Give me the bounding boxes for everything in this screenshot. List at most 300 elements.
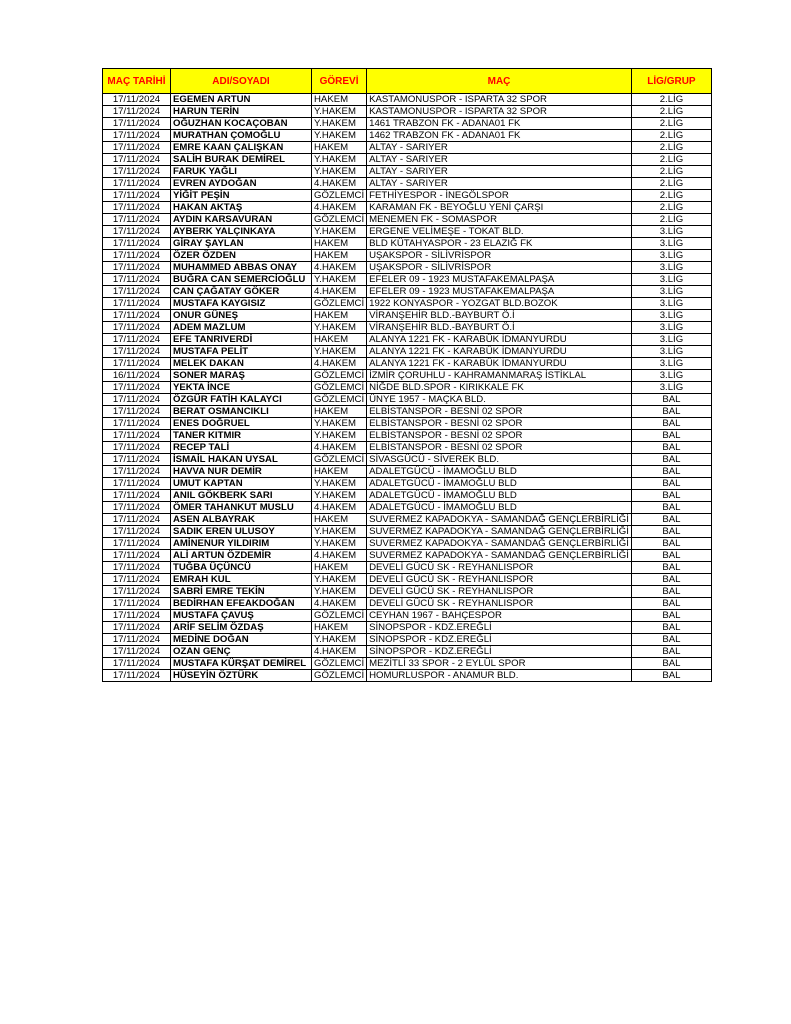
table-row — [103, 310, 712, 322]
role-cell: 4.HAKEM — [312, 502, 367, 514]
date-cell: 17/11/2024 — [103, 538, 171, 550]
league-cell: 3.LİG — [631, 358, 711, 370]
role-cell: 4.HAKEM — [312, 550, 367, 562]
name-cell: SADIK EREN ULUSOY — [171, 526, 312, 538]
league-cell: BAL — [631, 550, 711, 562]
name-cell: UMUT KAPTAN — [171, 478, 312, 490]
league-cell: 3.LİG — [631, 322, 711, 334]
date-cell: 17/11/2024 — [103, 310, 171, 322]
name-cell: HAVVA NUR DEMİR — [171, 466, 312, 478]
league-cell: BAL — [631, 562, 711, 574]
match-cell: KARAMAN FK - BEYOĞLU YENİ ÇARŞI — [367, 202, 632, 214]
match-cell: DEVELİ GÜCÜ SK - REYHANLISPOR — [367, 598, 632, 610]
table-row — [103, 238, 712, 250]
name-cell: AYDIN KARSAVURAN — [171, 214, 312, 226]
role-cell: GÖZLEMCİ — [312, 454, 367, 466]
role-cell: HAKEM — [312, 406, 367, 418]
league-cell: 3.LİG — [631, 346, 711, 358]
league-cell: 3.LİG — [631, 370, 711, 382]
role-cell: Y.HAKEM — [312, 346, 367, 358]
table-row — [103, 442, 712, 454]
date-cell: 17/11/2024 — [103, 94, 171, 106]
role-cell: Y.HAKEM — [312, 154, 367, 166]
league-cell: BAL — [631, 574, 711, 586]
table-row — [103, 346, 712, 358]
date-cell: 17/11/2024 — [103, 586, 171, 598]
date-cell: 17/11/2024 — [103, 490, 171, 502]
table-row — [103, 106, 712, 118]
league-cell: BAL — [631, 394, 711, 406]
league-cell: BAL — [631, 586, 711, 598]
role-cell: GÖZLEMCİ — [312, 370, 367, 382]
name-cell: MUSTAFA PELİT — [171, 346, 312, 358]
table-row — [103, 586, 712, 598]
match-cell: SUVERMEZ KAPADOKYA - SAMANDAĞ GENÇLERBİRLİĞİ — [367, 538, 632, 550]
name-cell: BEDİRHAN EFEAKDOĞAN — [171, 598, 312, 610]
table-row — [103, 358, 712, 370]
date-cell: 17/11/2024 — [103, 238, 171, 250]
match-cell: ALANYA 1221 FK - KARABÜK İDMANYURDU — [367, 346, 632, 358]
date-cell: 17/11/2024 — [103, 430, 171, 442]
match-cell: BLD KÜTAHYASPOR - 23 ELAZIĞ FK — [367, 238, 632, 250]
role-cell: Y.HAKEM — [312, 274, 367, 286]
date-cell: 17/11/2024 — [103, 418, 171, 430]
league-cell: BAL — [631, 634, 711, 646]
name-cell: ASEN ALBAYRAK — [171, 514, 312, 526]
role-cell: Y.HAKEM — [312, 478, 367, 490]
table-row — [103, 646, 712, 658]
league-cell: 3.LİG — [631, 286, 711, 298]
name-cell: YEKTA İNCE — [171, 382, 312, 394]
match-cell: DEVELİ GÜCÜ SK - REYHANLISPOR — [367, 574, 632, 586]
role-cell: HAKEM — [312, 562, 367, 574]
match-cell: ELBİSTANSPOR - BESNİ 02 SPOR — [367, 442, 632, 454]
name-cell: EGEMEN ARTUN — [171, 94, 312, 106]
league-cell: BAL — [631, 454, 711, 466]
table-row — [103, 598, 712, 610]
match-cell: MEZİTLİ 33 SPOR - 2 EYLÜL SPOR — [367, 658, 632, 670]
table-row — [103, 478, 712, 490]
match-cell: HOMURLUSPOR - ANAMUR BLD. — [367, 670, 632, 682]
date-cell: 17/11/2024 — [103, 406, 171, 418]
date-cell: 17/11/2024 — [103, 574, 171, 586]
match-cell: VİRANŞEHİR BLD.-BAYBURT Ö.İ — [367, 310, 632, 322]
league-cell: BAL — [631, 478, 711, 490]
match-cell: 1461 TRABZON FK - ADANA01 FK — [367, 118, 632, 130]
league-cell: BAL — [631, 538, 711, 550]
match-cell: EFELER 09 - 1923 MUSTAFAKEMALPAŞA — [367, 274, 632, 286]
table-row — [103, 226, 712, 238]
date-cell: 17/11/2024 — [103, 166, 171, 178]
league-cell: 2.LİG — [631, 190, 711, 202]
league-cell: 2.LİG — [631, 130, 711, 142]
role-cell: Y.HAKEM — [312, 586, 367, 598]
table-row — [103, 202, 712, 214]
name-cell: TUĞBA ÜÇÜNCÜ — [171, 562, 312, 574]
date-cell: 17/11/2024 — [103, 262, 171, 274]
name-cell: EFE TANRIVERDİ — [171, 334, 312, 346]
table-row — [103, 406, 712, 418]
header-role: GÖREVİ — [312, 69, 367, 94]
name-cell: CAN ÇAĞATAY GÖKER — [171, 286, 312, 298]
role-cell: HAKEM — [312, 238, 367, 250]
table-row — [103, 274, 712, 286]
role-cell: Y.HAKEM — [312, 526, 367, 538]
role-cell: Y.HAKEM — [312, 430, 367, 442]
date-cell: 17/11/2024 — [103, 358, 171, 370]
table-row — [103, 382, 712, 394]
name-cell: RECEP TALİ — [171, 442, 312, 454]
match-cell: SUVERMEZ KAPADOKYA - SAMANDAĞ GENÇLERBİRLİĞİ — [367, 514, 632, 526]
table-row — [103, 454, 712, 466]
league-cell: BAL — [631, 610, 711, 622]
name-cell: ANIL GÖKBERK SARI — [171, 490, 312, 502]
table-row — [103, 538, 712, 550]
match-cell: ELBİSTANSPOR - BESNİ 02 SPOR — [367, 406, 632, 418]
league-cell: BAL — [631, 646, 711, 658]
role-cell: Y.HAKEM — [312, 538, 367, 550]
date-cell: 17/11/2024 — [103, 286, 171, 298]
table-row — [103, 670, 712, 682]
table-row — [103, 514, 712, 526]
role-cell: 4.HAKEM — [312, 202, 367, 214]
league-cell: 2.LİG — [631, 142, 711, 154]
role-cell: HAKEM — [312, 142, 367, 154]
table-row — [103, 658, 712, 670]
date-cell: 17/11/2024 — [103, 598, 171, 610]
match-cell: KASTAMONUSPOR - ISPARTA 32 SPOR — [367, 106, 632, 118]
date-cell: 16/11/2024 — [103, 370, 171, 382]
date-cell: 17/11/2024 — [103, 442, 171, 454]
name-cell: BERAT OSMANCIKLI — [171, 406, 312, 418]
league-cell: BAL — [631, 442, 711, 454]
league-cell: 3.LİG — [631, 298, 711, 310]
name-cell: HARUN TERİN — [171, 106, 312, 118]
header-row — [103, 69, 712, 94]
role-cell: HAKEM — [312, 334, 367, 346]
table-row — [103, 502, 712, 514]
header-date: MAÇ TARİHİ — [103, 69, 171, 94]
name-cell: BUĞRA CAN SEMERCİOĞLU — [171, 274, 312, 286]
match-cell: NİĞDE BLD.SPOR - KIRIKKALE FK — [367, 382, 632, 394]
league-cell: 2.LİG — [631, 178, 711, 190]
match-cell: SUVERMEZ KAPADOKYA - SAMANDAĞ GENÇLERBİRLİĞİ — [367, 526, 632, 538]
league-cell: 3.LİG — [631, 334, 711, 346]
name-cell: MUSTAFA KAYGISIZ — [171, 298, 312, 310]
name-cell: SALİH BURAK DEMİREL — [171, 154, 312, 166]
role-cell: HAKEM — [312, 514, 367, 526]
table-row — [103, 370, 712, 382]
name-cell: MURATHAN ÇOMOĞLU — [171, 130, 312, 142]
table-row — [103, 166, 712, 178]
role-cell: HAKEM — [312, 310, 367, 322]
date-cell: 17/11/2024 — [103, 274, 171, 286]
league-cell: 2.LİG — [631, 166, 711, 178]
match-cell: ALANYA 1221 FK - KARABÜK İDMANYURDU — [367, 334, 632, 346]
role-cell: GÖZLEMCİ — [312, 382, 367, 394]
league-cell: BAL — [631, 622, 711, 634]
name-cell: AMİNENUR YILDIRIM — [171, 538, 312, 550]
role-cell: Y.HAKEM — [312, 634, 367, 646]
date-cell: 17/11/2024 — [103, 550, 171, 562]
league-cell: 2.LİG — [631, 94, 711, 106]
name-cell: EVREN AYDOĞAN — [171, 178, 312, 190]
league-cell: BAL — [631, 490, 711, 502]
date-cell: 17/11/2024 — [103, 478, 171, 490]
league-cell: 2.LİG — [631, 106, 711, 118]
name-cell: ÖZER ÖZDEN — [171, 250, 312, 262]
table-row — [103, 286, 712, 298]
match-cell: MENEMEN FK - SOMASPOR — [367, 214, 632, 226]
name-cell: ARİF SELİM ÖZDAŞ — [171, 622, 312, 634]
role-cell: 4.HAKEM — [312, 262, 367, 274]
table-row — [103, 298, 712, 310]
header-name: ADI/SOYADI — [171, 69, 312, 94]
league-cell: 2.LİG — [631, 214, 711, 226]
match-cell: ALTAY - SARIYER — [367, 178, 632, 190]
table-row — [103, 418, 712, 430]
match-cell: CEYHAN 1967 - BAHÇESPOR — [367, 610, 632, 622]
role-cell: HAKEM — [312, 622, 367, 634]
name-cell: EMRE KAAN ÇALIŞKAN — [171, 142, 312, 154]
match-cell: ELBİSTANSPOR - BESNİ 02 SPOR — [367, 418, 632, 430]
match-cell: ADALETGÜCÜ - İMAMOĞLU BLD — [367, 490, 632, 502]
date-cell: 17/11/2024 — [103, 526, 171, 538]
name-cell: MELEK DAKAN — [171, 358, 312, 370]
table-row — [103, 214, 712, 226]
date-cell: 17/11/2024 — [103, 562, 171, 574]
date-cell: 17/11/2024 — [103, 466, 171, 478]
table-row — [103, 574, 712, 586]
table-row — [103, 526, 712, 538]
date-cell: 17/11/2024 — [103, 322, 171, 334]
match-cell: FETHİYESPOR - İNEGÖLSPOR — [367, 190, 632, 202]
match-cell: ADALETGÜCÜ - İMAMOĞLU BLD — [367, 502, 632, 514]
table-row — [103, 490, 712, 502]
match-cell: DEVELİ GÜCÜ SK - REYHANLISPOR — [367, 562, 632, 574]
role-cell: Y.HAKEM — [312, 166, 367, 178]
date-cell: 17/11/2024 — [103, 334, 171, 346]
table-row — [103, 118, 712, 130]
name-cell: HÜSEYİN ÖZTÜRK — [171, 670, 312, 682]
date-cell: 17/11/2024 — [103, 214, 171, 226]
date-cell: 17/11/2024 — [103, 226, 171, 238]
match-cell: EFELER 09 - 1923 MUSTAFAKEMALPAŞA — [367, 286, 632, 298]
role-cell: 4.HAKEM — [312, 598, 367, 610]
role-cell: 4.HAKEM — [312, 178, 367, 190]
table-row — [103, 562, 712, 574]
name-cell: HAKAN AKTAŞ — [171, 202, 312, 214]
date-cell: 17/11/2024 — [103, 118, 171, 130]
match-cell: SİNOPSPOR - KDZ.EREĞLİ — [367, 634, 632, 646]
league-cell: 3.LİG — [631, 238, 711, 250]
name-cell: AYBERK YALÇINKAYA — [171, 226, 312, 238]
league-cell: BAL — [631, 502, 711, 514]
league-cell: 2.LİG — [631, 154, 711, 166]
role-cell: HAKEM — [312, 466, 367, 478]
header-league: LİG/GRUP — [631, 69, 711, 94]
match-cell: UŞAKSPOR - SİLİVRİSPOR — [367, 250, 632, 262]
assignment-table — [102, 68, 712, 682]
name-cell: MUSTAFA ÇAVUŞ — [171, 610, 312, 622]
match-cell: SİVASGÜCÜ - SİVEREK BLD. — [367, 454, 632, 466]
name-cell: GİRAY ŞAYLAN — [171, 238, 312, 250]
date-cell: 17/11/2024 — [103, 106, 171, 118]
league-cell: BAL — [631, 430, 711, 442]
table-row — [103, 466, 712, 478]
match-cell: ERGENE VELİMEŞE - TOKAT BLD. — [367, 226, 632, 238]
name-cell: ALİ ARTUN ÖZDEMİR — [171, 550, 312, 562]
table-row — [103, 550, 712, 562]
table-row — [103, 142, 712, 154]
table-row — [103, 190, 712, 202]
role-cell: Y.HAKEM — [312, 574, 367, 586]
league-cell: 3.LİG — [631, 274, 711, 286]
table-row — [103, 334, 712, 346]
match-cell: SİNOPSPOR - KDZ.EREĞLİ — [367, 622, 632, 634]
name-cell: ENES DOĞRUEL — [171, 418, 312, 430]
role-cell: Y.HAKEM — [312, 118, 367, 130]
role-cell: GÖZLEMCİ — [312, 670, 367, 682]
role-cell: 4.HAKEM — [312, 358, 367, 370]
date-cell: 17/11/2024 — [103, 190, 171, 202]
date-cell: 17/11/2024 — [103, 610, 171, 622]
date-cell: 17/11/2024 — [103, 346, 171, 358]
league-cell: 3.LİG — [631, 250, 711, 262]
role-cell: 4.HAKEM — [312, 646, 367, 658]
name-cell: EMRAH KUL — [171, 574, 312, 586]
table-row — [103, 610, 712, 622]
date-cell: 17/11/2024 — [103, 394, 171, 406]
league-cell: BAL — [631, 466, 711, 478]
date-cell: 17/11/2024 — [103, 142, 171, 154]
league-cell: 3.LİG — [631, 262, 711, 274]
role-cell: Y.HAKEM — [312, 130, 367, 142]
match-cell: ALTAY - SARIYER — [367, 142, 632, 154]
role-cell: 4.HAKEM — [312, 286, 367, 298]
name-cell: ÖZGÜR FATİH KALAYCI — [171, 394, 312, 406]
date-cell: 17/11/2024 — [103, 202, 171, 214]
match-cell: ADALETGÜCÜ - İMAMOĞLU BLD — [367, 466, 632, 478]
date-cell: 17/11/2024 — [103, 634, 171, 646]
match-cell: UŞAKSPOR - SİLİVRİSPOR — [367, 262, 632, 274]
table-body — [103, 94, 712, 682]
role-cell: GÖZLEMCİ — [312, 298, 367, 310]
league-cell: 3.LİG — [631, 226, 711, 238]
match-cell: VİRANŞEHİR BLD.-BAYBURT Ö.İ — [367, 322, 632, 334]
header-match: MAÇ — [367, 69, 632, 94]
table-row — [103, 178, 712, 190]
table-row — [103, 394, 712, 406]
league-cell: BAL — [631, 670, 711, 682]
role-cell: Y.HAKEM — [312, 106, 367, 118]
name-cell: SONER MARAŞ — [171, 370, 312, 382]
name-cell: FARUK YAĞLI — [171, 166, 312, 178]
date-cell: 17/11/2024 — [103, 502, 171, 514]
name-cell: OĞUZHAN KOCAÇOBAN — [171, 118, 312, 130]
league-cell: 3.LİG — [631, 310, 711, 322]
league-cell: BAL — [631, 406, 711, 418]
date-cell: 17/11/2024 — [103, 154, 171, 166]
date-cell: 17/11/2024 — [103, 646, 171, 658]
table-row — [103, 634, 712, 646]
league-cell: BAL — [631, 514, 711, 526]
date-cell: 17/11/2024 — [103, 670, 171, 682]
match-cell: KASTAMONUSPOR - ISPARTA 32 SPOR — [367, 94, 632, 106]
date-cell: 17/11/2024 — [103, 298, 171, 310]
match-cell: ALTAY - SARIYER — [367, 154, 632, 166]
league-cell: 3.LİG — [631, 382, 711, 394]
match-cell: 1462 TRABZON FK - ADANA01 FK — [367, 130, 632, 142]
match-cell: DEVELİ GÜCÜ SK - REYHANLISPOR — [367, 586, 632, 598]
role-cell: GÖZLEMCİ — [312, 394, 367, 406]
date-cell: 17/11/2024 — [103, 382, 171, 394]
name-cell: MUSTAFA KÜRŞAT DEMİREL — [171, 658, 312, 670]
match-cell: SİNOPSPOR - KDZ.EREĞLİ — [367, 646, 632, 658]
name-cell: YİĞİT PEŞİN — [171, 190, 312, 202]
role-cell: GÖZLEMCİ — [312, 658, 367, 670]
role-cell: GÖZLEMCİ — [312, 214, 367, 226]
match-cell: ÜNYE 1957 - MAÇKA BLD. — [367, 394, 632, 406]
role-cell: GÖZLEMCİ — [312, 190, 367, 202]
date-cell: 17/11/2024 — [103, 454, 171, 466]
name-cell: MEDİNE DOĞAN — [171, 634, 312, 646]
league-cell: 2.LİG — [631, 202, 711, 214]
date-cell: 17/11/2024 — [103, 514, 171, 526]
name-cell: MUHAMMED ABBAS ONAY — [171, 262, 312, 274]
role-cell: Y.HAKEM — [312, 322, 367, 334]
date-cell: 17/11/2024 — [103, 250, 171, 262]
match-cell: ADALETGÜCÜ - İMAMOĞLU BLD — [367, 478, 632, 490]
match-cell: SUVERMEZ KAPADOKYA - SAMANDAĞ GENÇLERBİRLİĞİ — [367, 550, 632, 562]
name-cell: SABRİ EMRE TEKİN — [171, 586, 312, 598]
table-row — [103, 94, 712, 106]
match-cell: ALANYA 1221 FK - KARABÜK İDMANYURDU — [367, 358, 632, 370]
date-cell: 17/11/2024 — [103, 622, 171, 634]
league-cell: 2.LİG — [631, 118, 711, 130]
table-row — [103, 154, 712, 166]
league-cell: BAL — [631, 418, 711, 430]
name-cell: TANER KITMIR — [171, 430, 312, 442]
name-cell: İSMAİL HAKAN UYSAL — [171, 454, 312, 466]
role-cell: Y.HAKEM — [312, 226, 367, 238]
role-cell: HAKEM — [312, 250, 367, 262]
role-cell: GÖZLEMCİ — [312, 610, 367, 622]
date-cell: 17/11/2024 — [103, 178, 171, 190]
table-row — [103, 322, 712, 334]
table-row — [103, 250, 712, 262]
match-cell: İZMİR ÇORUHLU - KAHRAMANMARAŞ İSTİKLAL — [367, 370, 632, 382]
match-cell: 1922 KONYASPOR - YOZGAT BLD.BOZOK — [367, 298, 632, 310]
date-cell: 17/11/2024 — [103, 658, 171, 670]
role-cell: HAKEM — [312, 94, 367, 106]
role-cell: Y.HAKEM — [312, 418, 367, 430]
match-cell: ELBİSTANSPOR - BESNİ 02 SPOR — [367, 430, 632, 442]
league-cell: BAL — [631, 526, 711, 538]
date-cell: 17/11/2024 — [103, 130, 171, 142]
name-cell: OZAN GENÇ — [171, 646, 312, 658]
match-cell: ALTAY - SARIYER — [367, 166, 632, 178]
table-row — [103, 622, 712, 634]
table-row — [103, 430, 712, 442]
league-cell: BAL — [631, 658, 711, 670]
name-cell: ADEM MAZLUM — [171, 322, 312, 334]
table-row — [103, 262, 712, 274]
role-cell: 4.HAKEM — [312, 442, 367, 454]
name-cell: ÖMER TAHANKUT MUSLU — [171, 502, 312, 514]
role-cell: Y.HAKEM — [312, 490, 367, 502]
name-cell: ONUR GÜNEŞ — [171, 310, 312, 322]
